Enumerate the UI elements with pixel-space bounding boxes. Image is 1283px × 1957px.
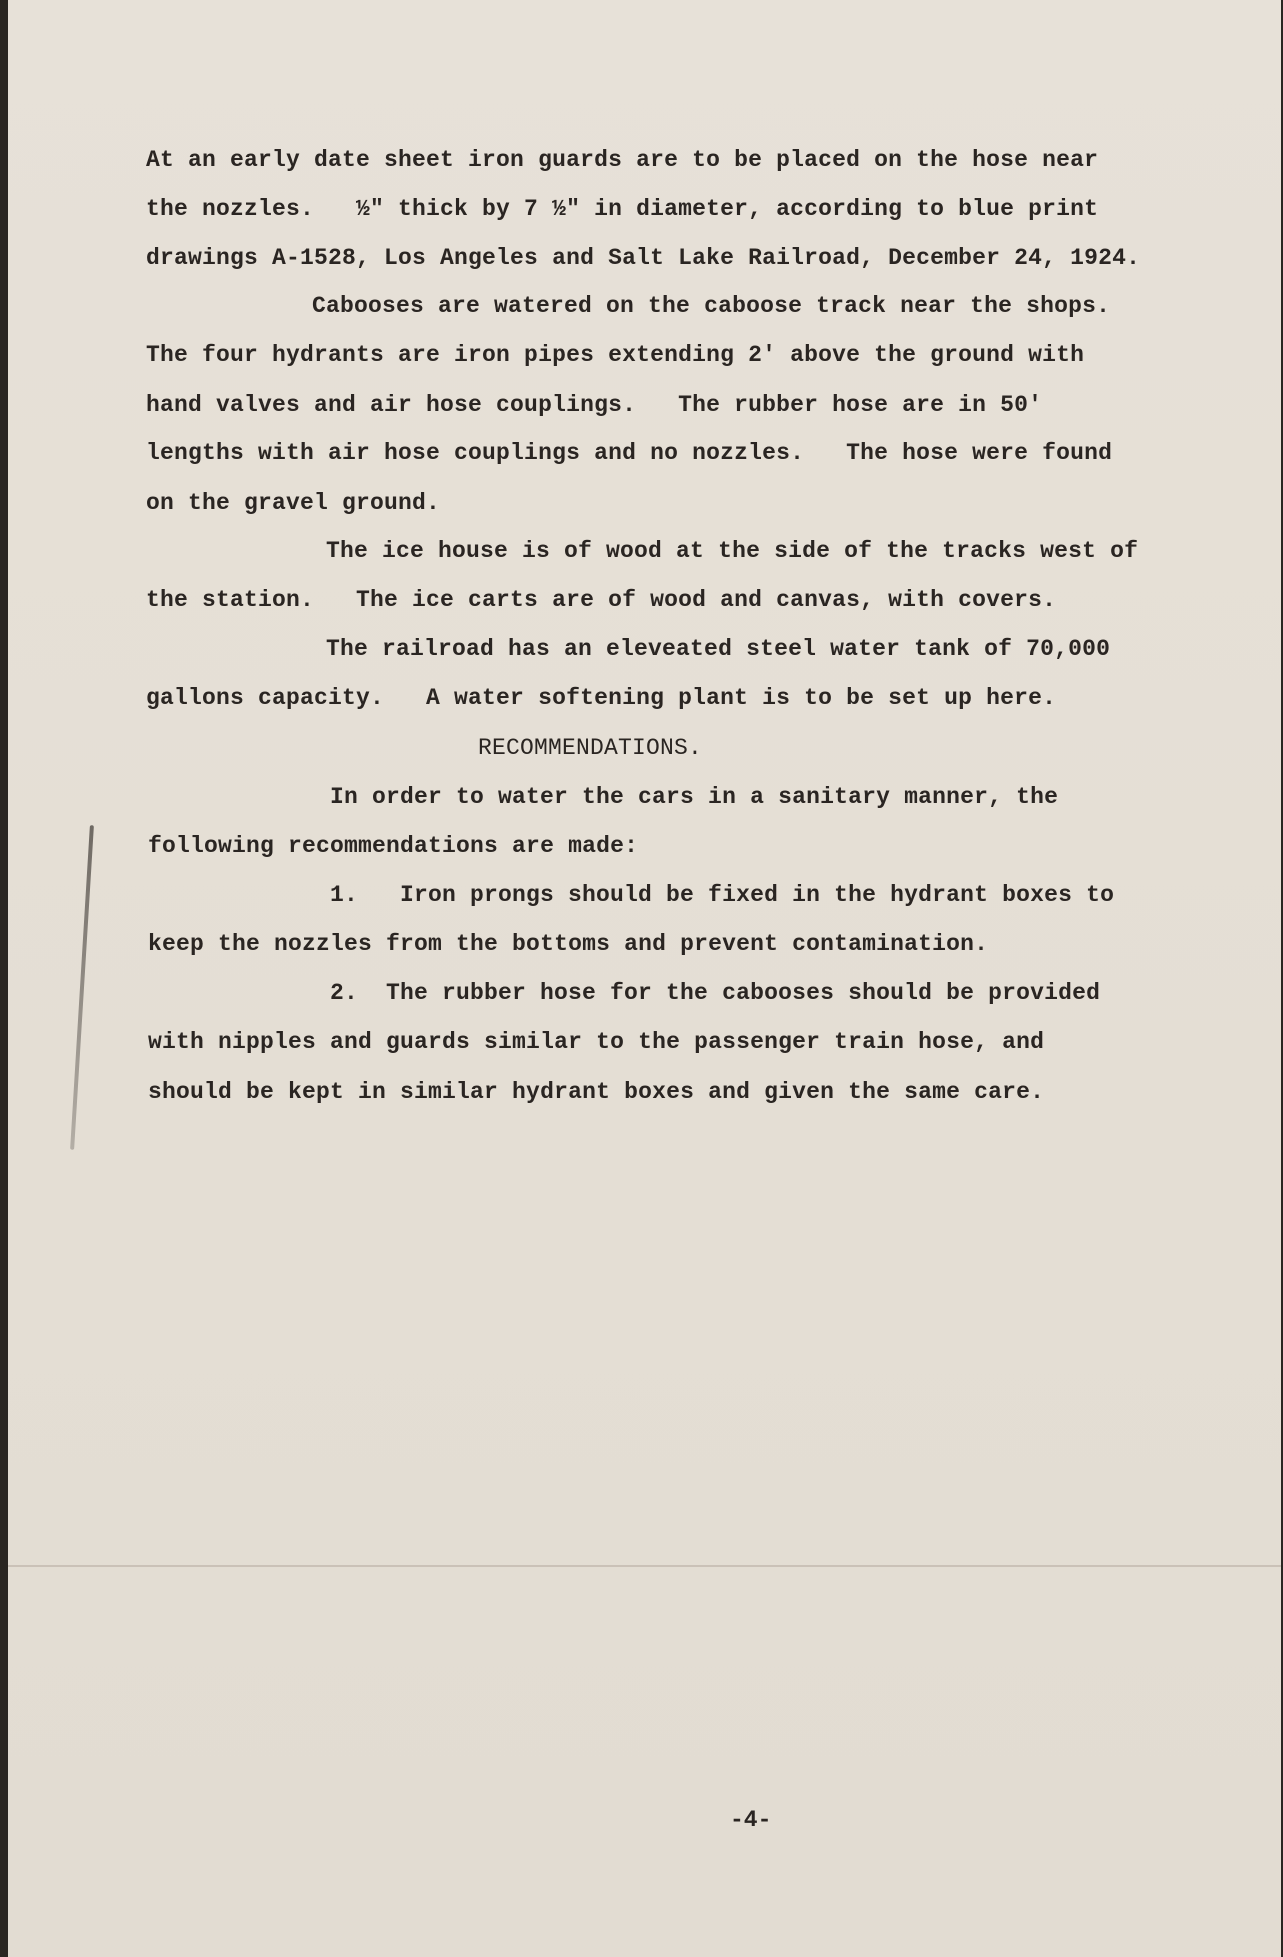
text-line: drawings A-1528, Los Angeles and Salt Lake Railroad, December 24, 1924. — [146, 245, 1141, 271]
text-line: with nipples and guards similar to the passenger train hose, and — [148, 1029, 1045, 1055]
text-line: following recommendations are made: — [148, 833, 639, 859]
text-line: lengths with air hose couplings and no nozzles. The hose were found — [146, 440, 1113, 466]
text-line: Cabooses are watered on the caboose track near the shops. — [312, 293, 1111, 319]
margin-pencil-mark — [70, 825, 94, 1150]
text-line: The four hydrants are iron pipes extending 2' above the ground with — [146, 342, 1085, 368]
text-line: 1. Iron prongs should be fixed in the hydrant boxes to — [330, 882, 1115, 908]
text-line: the nozzles. ½" thick by 7 ½" in diameter, according to blue print — [146, 196, 1099, 222]
text-line: The ice house is of wood at the side of the tracks west of — [326, 538, 1139, 564]
section-heading: RECOMMENDATIONS. — [478, 735, 703, 761]
text-line: In order to water the cars in a sanitary manner, the — [330, 784, 1059, 810]
document-page — [8, 0, 1281, 1957]
text-line: on the gravel ground. — [146, 490, 441, 516]
paper-fold-line — [8, 1565, 1281, 1567]
text-line: gallons capacity. A water softening plant is to be set up here. — [146, 685, 1057, 711]
text-line: At an early date sheet iron guards are to be placed on the hose near — [146, 147, 1099, 173]
text-line: should be kept in similar hydrant boxes and given the same care. — [148, 1079, 1045, 1105]
text-line: the station. The ice carts are of wood and canvas, with covers. — [146, 587, 1057, 613]
text-line: 2. The rubber hose for the cabooses should be provided — [330, 980, 1101, 1006]
text-line: hand valves and air hose couplings. The rubber hose are in 50' — [146, 392, 1043, 418]
page-number: -4- — [730, 1807, 772, 1833]
text-line: keep the nozzles from the bottoms and prevent contamination. — [148, 931, 989, 957]
text-line: The railroad has an eleveated steel water tank of 70,000 — [326, 636, 1111, 662]
